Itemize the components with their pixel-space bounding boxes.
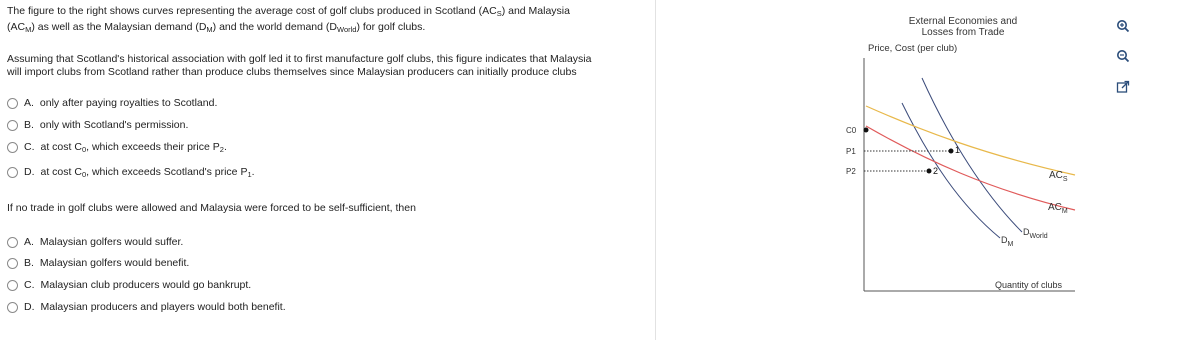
- acm-curve: [866, 126, 1075, 210]
- radio-button[interactable]: [7, 302, 18, 313]
- radio-button[interactable]: [7, 258, 18, 269]
- p2-label: P2: [846, 167, 856, 176]
- acs-curve: [866, 106, 1075, 175]
- y-axis-label: Price, Cost (per club): [868, 43, 958, 54]
- point-2: [927, 169, 932, 174]
- panel-divider: [655, 0, 656, 340]
- zoom-in-icon[interactable]: [1116, 19, 1130, 33]
- q2-option-d[interactable]: D. Malaysian producers and players would both benefit.: [7, 299, 286, 315]
- radio-button[interactable]: [7, 237, 18, 248]
- x-axis-label: Quantity of clubs: [995, 280, 1063, 290]
- q1-option-a[interactable]: A. only after paying royalties to Scotland.: [7, 95, 217, 111]
- radio-button[interactable]: [7, 280, 18, 291]
- q2-option-c[interactable]: C. Malaysian club producers would go bankrupt.: [7, 277, 251, 293]
- open-external-icon[interactable]: [1116, 80, 1130, 94]
- dm-curve: [902, 103, 1000, 238]
- question1-stem-line1: Assuming that Scotland's historical association with golf led it to first manufacture golf clubs, this figure indicates that Malaysia: [7, 53, 592, 65]
- radio-button[interactable]: [7, 98, 18, 109]
- point-1: [949, 149, 954, 154]
- radio-button[interactable]: [7, 120, 18, 131]
- q1-option-d[interactable]: D. at cost $C_0$, which exceeds Scotland's price $P_1$.: [7, 164, 255, 180]
- point-1-label: 1: [955, 145, 961, 155]
- q2-option-a[interactable]: A. Malaysian golfers would suffer.: [7, 234, 183, 250]
- zoom-out-icon[interactable]: [1116, 49, 1130, 63]
- intro-text-line2: $(AC_M)$ as well as the Malaysian demand $(D_M)$ and the world demand $(D_{World})$ for golf clubs.: [7, 21, 426, 34]
- question2-stem: If no trade in golf clubs were allowed and Malaysia were forced to be self-sufficient, then: [7, 202, 416, 214]
- figure-title: External Economies and Losses from Trade: [908, 16, 1018, 38]
- point-2-label: 2: [933, 166, 939, 176]
- question1-stem-line2: will import clubs from Scotland rather than produce clubs themselves since Malaysian producers can initially produce clubs: [7, 66, 577, 78]
- radio-button[interactable]: [7, 167, 18, 178]
- acs-label: $AC_S$: [1049, 170, 1068, 183]
- dworld-curve: [922, 78, 1022, 232]
- p1-label: P1: [846, 147, 856, 156]
- q1-option-b[interactable]: B. only with Scotland's permission.: [7, 117, 188, 133]
- q2-option-b[interactable]: B. Malaysian golfers would benefit.: [7, 255, 189, 271]
- intro-text-line1: The figure to the right shows curves representing the average cost of golf clubs produced in Scotland $(AC_S)$ and Malaysia: [7, 5, 570, 18]
- acm-label: $AC_M$: [1048, 202, 1068, 215]
- c0-label: C0: [846, 126, 857, 135]
- dm-label: $D_M$: [1001, 235, 1014, 248]
- radio-button[interactable]: [7, 142, 18, 153]
- c0-point: [864, 128, 869, 133]
- q1-option-c[interactable]: C. at cost $C_0$, which exceeds their price $P_2$.: [7, 139, 227, 155]
- dworld-label: $D_{World}$: [1023, 227, 1048, 240]
